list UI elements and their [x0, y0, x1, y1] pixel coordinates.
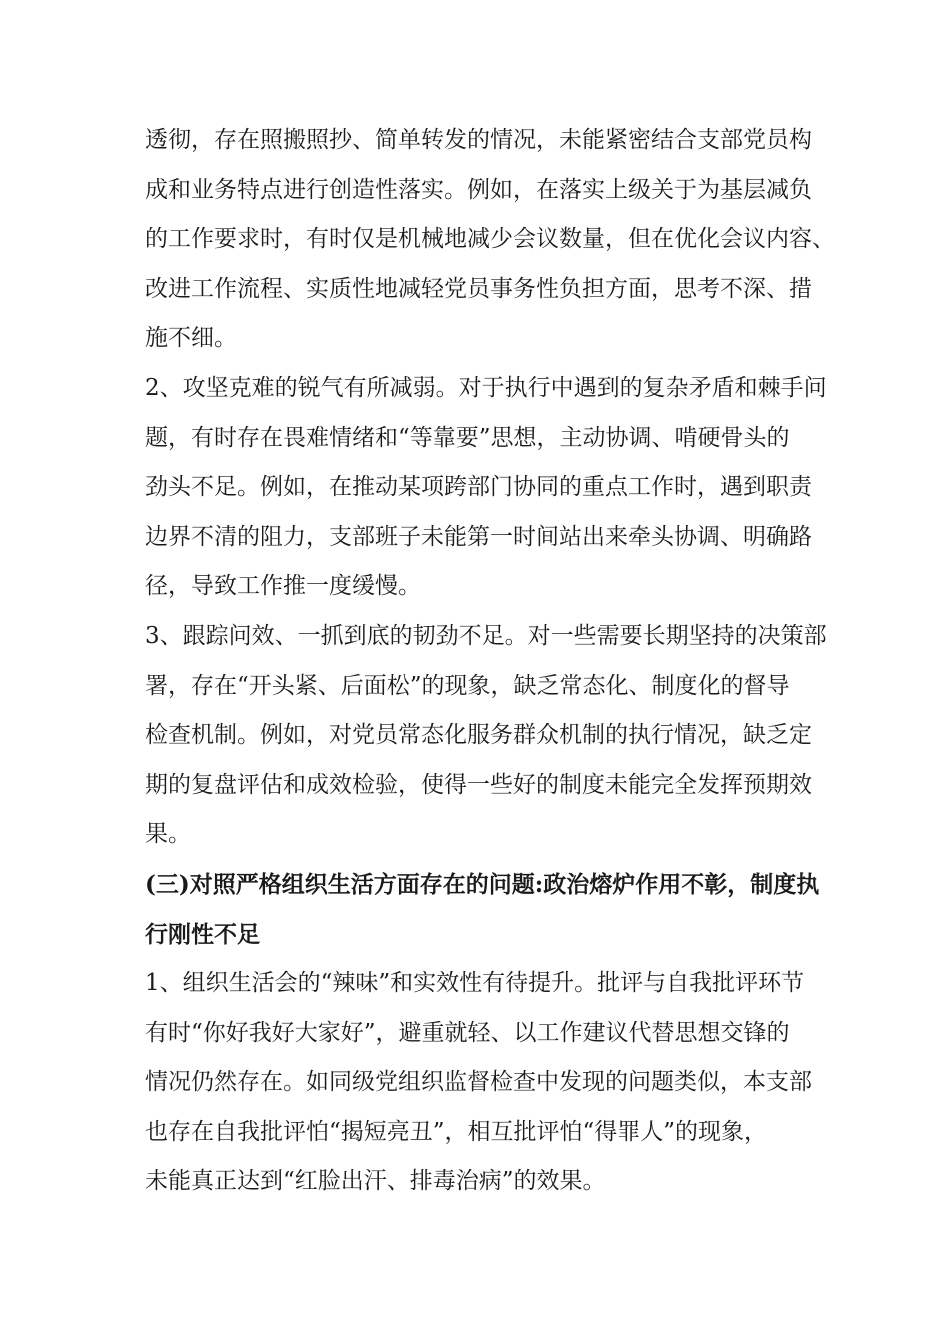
text-line: 检查机制。例如，对党员常态化服务群众机制的执行情况，缺乏定: [145, 722, 812, 749]
text-line: 1、组织生活会的“辣味”和实效性有待提升。批评与自我批评环节: [145, 970, 805, 997]
text-line: 3、跟踪问效、一抓到底的韧劲不足。对一些需要长期坚持的决策部: [145, 622, 827, 649]
text-line: 的工作要求时，有时仅是机械地减少会议数量，但在优化会议内容、: [145, 226, 835, 253]
text-line: 署，存在“开头紧、后面松”的现象，缺乏常态化、制度化的督导: [145, 672, 790, 699]
text-line: 改进工作流程、实质性地减轻党员事务性负担方面，思考不深、措: [145, 275, 812, 302]
text-line: 未能真正达到“红脸出汗、排毒治病”的效果。: [145, 1168, 606, 1195]
text-line: 2、攻坚克难的锐气有所减弱。对于执行中遇到的复杂矛盾和棘手问: [145, 374, 827, 401]
text-line: 边界不清的阻力，支部班子未能第一时间站出来牵头协调、明确路: [145, 523, 812, 550]
text-line: 成和业务特点进行创造性落实。例如，在落实上级关于为基层减负: [145, 176, 812, 203]
text-line: 果。: [145, 821, 191, 848]
text-line: 题，有时存在畏难情绪和“等靠要”思想，主动协调、啃硬骨头的: [145, 424, 790, 451]
text-line: 劲头不足。例如，在推动某项跨部门协同的重点工作时，遇到职责: [145, 474, 812, 501]
section-heading-line: (三)对照严格组织生活方面存在的问题:政治熔炉作用不彰，制度执: [145, 870, 820, 898]
text-line: 也存在自我批评怕“揭短亮丑”，相互批评怕“得罪人”的现象，: [145, 1118, 768, 1145]
section-heading-line: 行刚性不足: [145, 920, 260, 948]
text-line: 径，导致工作推一度缓慢。: [145, 573, 421, 600]
text-line: 期的复盘评估和成效检验，使得一些好的制度未能完全发挥预期效: [145, 771, 812, 798]
text-line: 情况仍然存在。如同级党组织监督检查中发现的问题类似，本支部: [145, 1069, 812, 1096]
text-line: 透彻，存在照搬照抄、简单转发的情况，未能紧密结合支部党员构: [145, 127, 812, 153]
document-body: [145, 116, 835, 1207]
text-line: 有时“你好我好大家好”，避重就轻、以工作建议代替思想交锋的: [145, 1019, 790, 1046]
text-line: 施不细。: [145, 325, 237, 352]
